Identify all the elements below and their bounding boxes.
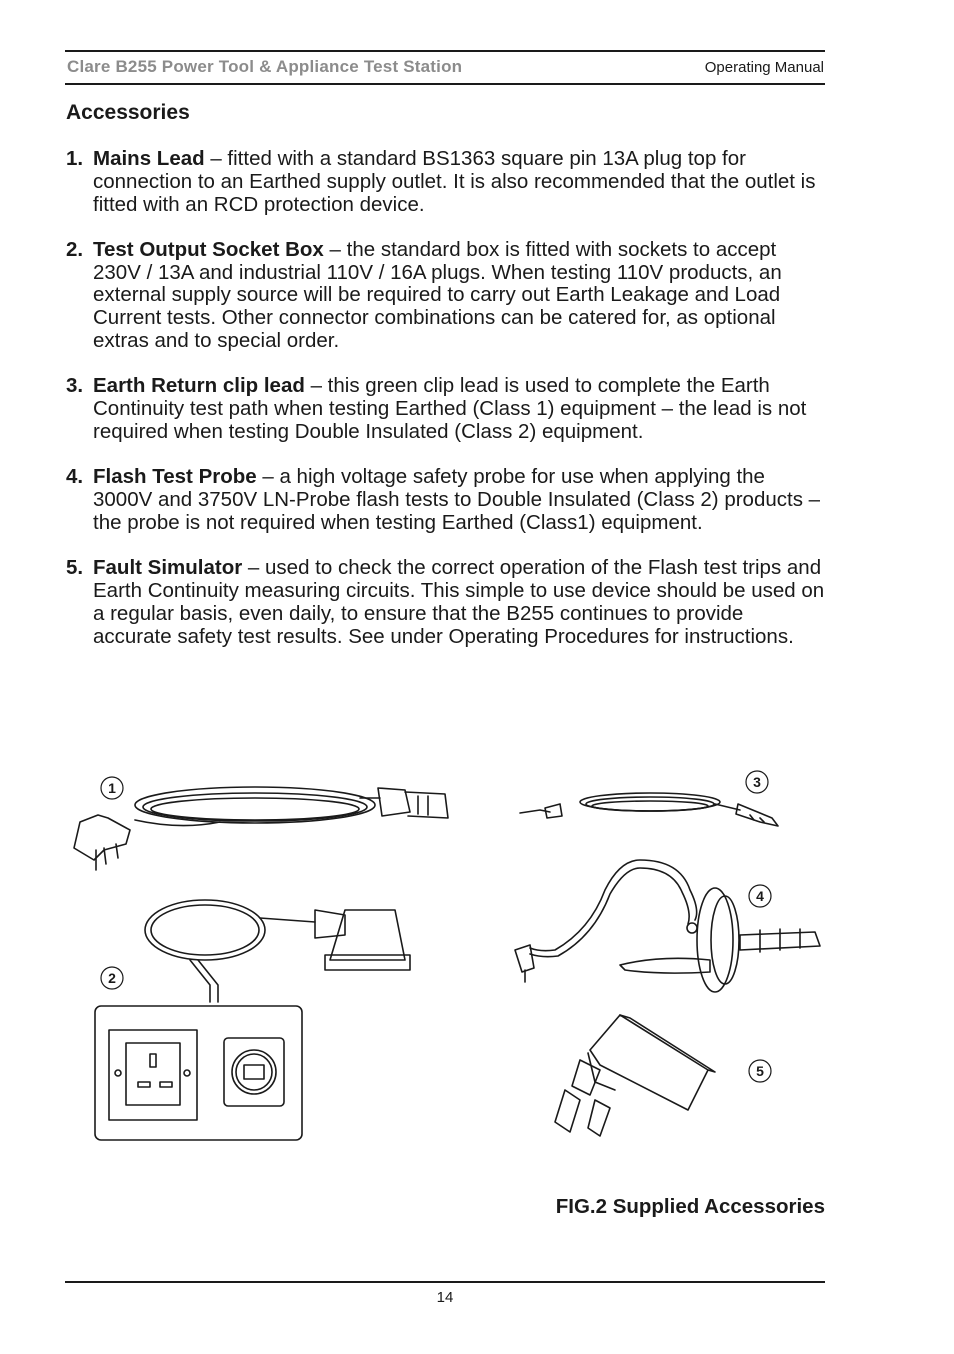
item-term: Fault Simulator [93, 556, 243, 580]
header-top-rule [65, 50, 825, 52]
socket-box-drawing [95, 900, 410, 1140]
figure-caption: FIG.2 Supplied Accessories [555, 1195, 825, 1218]
list-item [66, 148, 826, 216]
item-number: 2. [66, 237, 84, 261]
document-title: Clare B255 Power Tool & Appliance Test Station [67, 57, 463, 76]
callout-label: 3 [753, 774, 761, 790]
callout-label: 2 [108, 970, 116, 986]
list-item [66, 375, 826, 443]
item-term: Flash Test Probe [93, 465, 257, 489]
callout-label: 1 [108, 780, 116, 796]
footer-rule [65, 1281, 825, 1283]
clip-lead-drawing [520, 793, 778, 826]
item-number: 4. [66, 465, 84, 489]
manual-label: Operating Manual [704, 59, 824, 76]
item-description: – used to check the correct operation of the Flash test trips and Earth Continuity measuring circuits. This simple to use device should be used on a regular basis, even daily, to ensure that the B255 continues to provide accurate safety test results. See under Operating Procedures for instructions. [93, 556, 825, 648]
fault-simulator-drawing [555, 1015, 715, 1136]
section-title: Accessories [66, 101, 190, 124]
accessories-illustration [60, 760, 850, 1160]
item-number: 5. [66, 556, 84, 580]
item-description: – the standard box is fitted with sockets to accept 230V / 13A and industrial 110V / 16A plugs. When testing 110V products, an external supply source will be required to carry out Earth Leakage and Load Current tests. Other connector combinations can be catered for, as optional extras and to special order. [93, 237, 782, 353]
item-description: – a high voltage safety probe for use when applying the 3000V and 3750V LN-Probe flash tests to Double Insulated (Class 2) products – the probe is not required when testing Earthed (Class1) equipment. [93, 465, 821, 534]
list-item [66, 239, 826, 353]
callout-label: 4 [756, 888, 764, 904]
list-item [66, 557, 826, 648]
mains-lead-drawing [74, 787, 448, 870]
item-term: Test Output Socket Box [93, 237, 324, 261]
item-term: Earth Return clip lead [93, 374, 305, 398]
item-number: 3. [66, 374, 84, 398]
header-bottom-rule [65, 83, 825, 85]
item-number: 1. [66, 147, 84, 170]
callout-label: 5 [756, 1063, 764, 1079]
accessory-list [66, 148, 826, 671]
page-number: 14 [436, 1289, 454, 1306]
item-description: – this green clip lead is used to complete the Earth Continuity test path when testing Earthed (Class 1) equipment – the lead is not required when testing Double Insulated (Class 2) equipment. [93, 374, 807, 443]
flash-probe-drawing [515, 860, 820, 992]
item-term: Mains Lead [93, 147, 205, 170]
item-description: – fitted with a standard BS1363 square pin 13A plug top for connection to an Earthed supply outlet. It is also recommended that the outlet is fitted with an RCD protection device. [93, 147, 816, 216]
list-item [66, 466, 826, 534]
